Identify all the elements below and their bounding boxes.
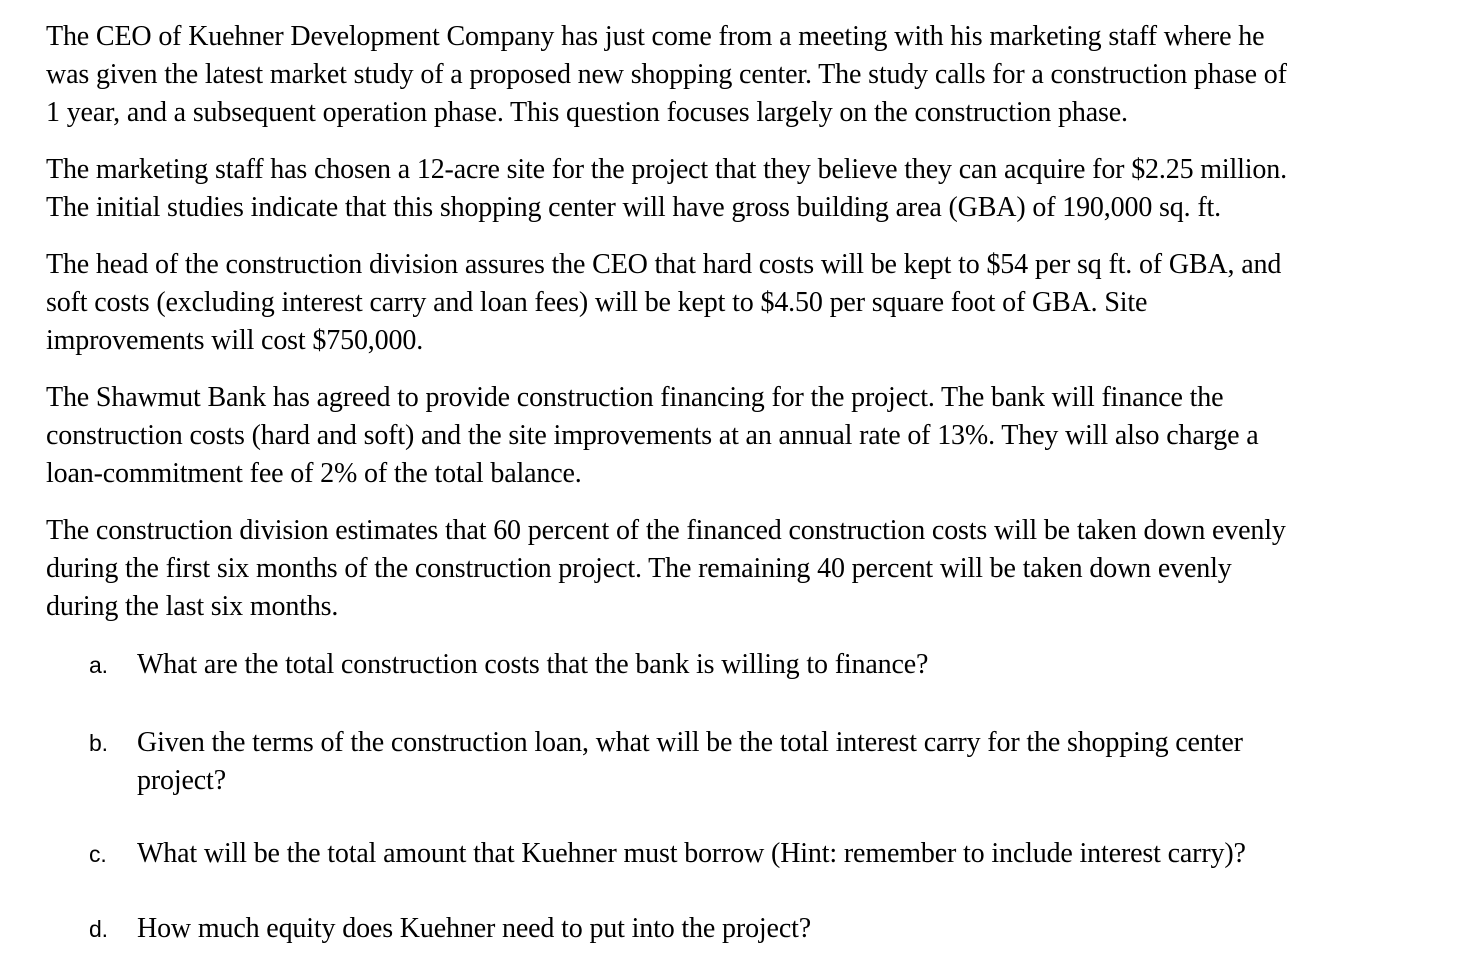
text-line: during the first six months of the construction project. The remaining 40 percent will be taken down evenly <box>46 553 1232 584</box>
question-text <box>137 835 1246 873</box>
question-marker: d. <box>89 916 108 942</box>
text-line: The initial studies indicate that this shopping center will have gross building area (GBA) of 190,000 sq. ft. <box>46 192 1221 223</box>
question-marker: b. <box>89 730 108 756</box>
takedown-paragraph <box>46 512 1446 626</box>
financing-paragraph <box>46 379 1446 493</box>
site-paragraph <box>46 151 1446 227</box>
question-marker: a. <box>89 652 108 678</box>
text-line: improvements will cost $750,000. <box>46 325 424 356</box>
text-line: construction costs (hard and soft) and the site improvements at an annual rate of 13%. They will also charge a <box>46 420 1259 451</box>
text-line: 1 year, and a subsequent operation phase. This question focuses largely on the construction phase. <box>46 97 1128 128</box>
text-line: The head of the construction division assures the CEO that hard costs will be kept to $54 per sq ft. of GBA, and <box>46 249 1282 280</box>
text-line: What are the total construction costs that the bank is willing to finance? <box>137 649 929 680</box>
text-line: project? <box>137 765 226 796</box>
text-line: How much equity does Kuehner need to put into the project? <box>137 913 812 944</box>
costs-paragraph <box>46 246 1446 360</box>
text-line: soft costs (excluding interest carry and loan fees) will be kept to $4.50 per square foot of GBA. Site <box>46 287 1148 318</box>
text-line: The CEO of Kuehner Development Company has just come from a meeting with his marketing staff where he <box>46 21 1265 52</box>
text-line: The Shawmut Bank has agreed to provide construction financing for the project. The bank will finance the <box>46 382 1224 413</box>
intro-paragraph <box>46 18 1446 132</box>
text-line: The marketing staff has chosen a 12-acre site for the project that they believe they can acquire for $2.25 million. <box>46 154 1287 185</box>
text-line: Given the terms of the construction loan, what will be the total interest carry for the shopping center <box>137 727 1243 758</box>
text-line: during the last six months. <box>46 591 339 622</box>
text-line: The construction division estimates that 60 percent of the financed construction costs will be taken down evenly <box>46 515 1286 546</box>
document-page <box>46 18 1446 944</box>
question-text <box>137 724 1243 800</box>
text-line: loan-commitment fee of 2% of the total balance. <box>46 458 582 489</box>
text-line: What will be the total amount that Kuehner must borrow (Hint: remember to include interest carry)? <box>137 838 1246 869</box>
question-marker: c. <box>89 841 107 867</box>
question-text <box>137 646 928 684</box>
question-text <box>137 910 811 948</box>
text-line: was given the latest market study of a proposed new shopping center. The study calls for a construction phase of <box>46 59 1287 90</box>
